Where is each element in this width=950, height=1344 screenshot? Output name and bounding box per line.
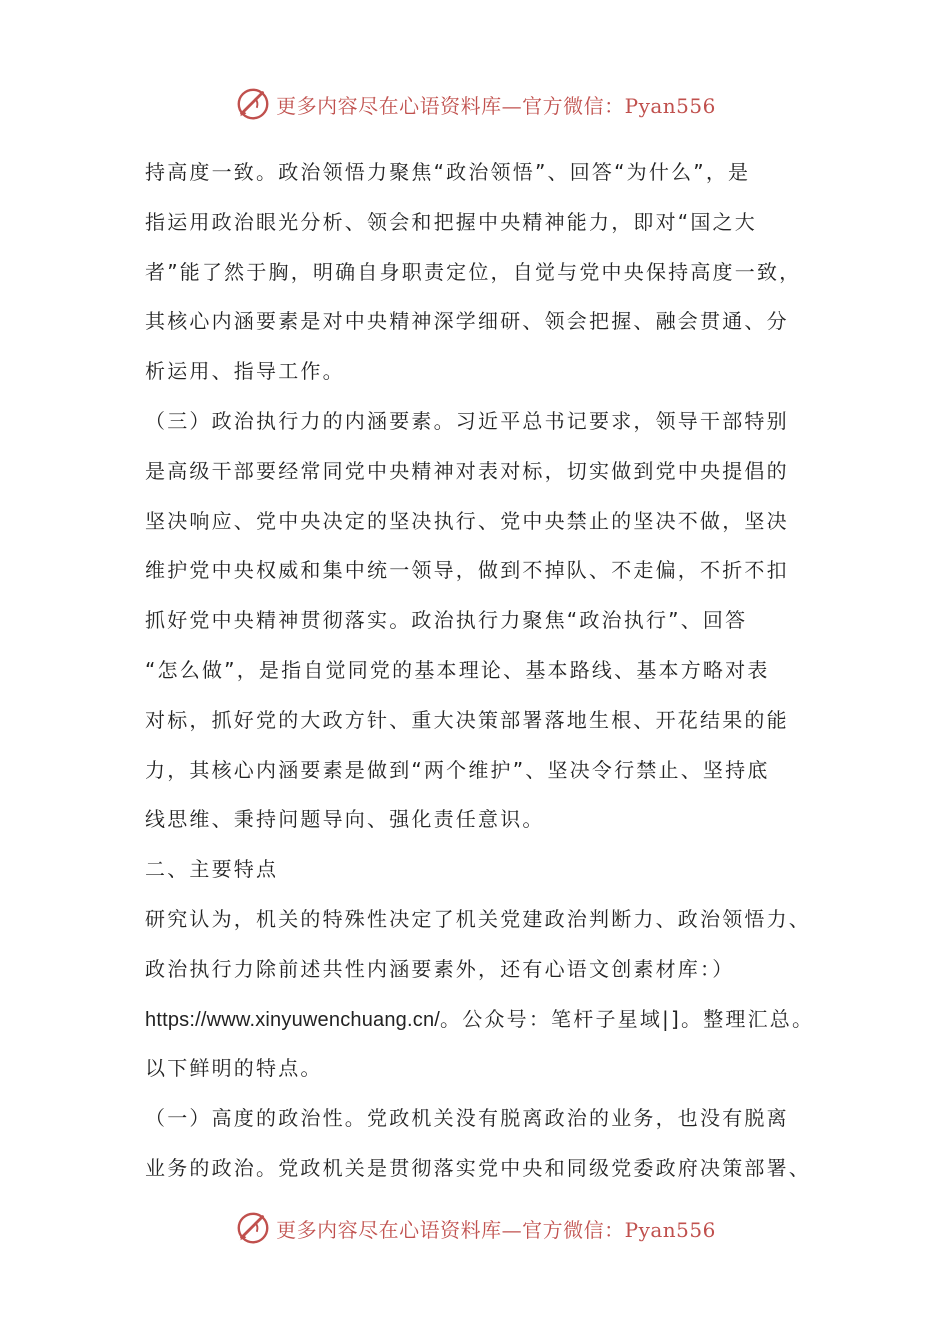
body-line: 持高度一致。政治领悟力聚焦“政治领悟”、回答“为什么”，是: [145, 160, 751, 184]
document-body: [145, 148, 825, 1194]
body-line: 线思维、秉持问题导向、强化责任意识。: [145, 807, 545, 832]
body-line: 力，其核心内涵要素是做到“两个维护”、坚决令行禁止、坚持底: [145, 757, 770, 782]
body-line: 政治执行力除前述共性内涵要素外，还有心语文创素材库：）: [145, 956, 735, 981]
footer-wechat-id: Pyan556: [624, 1217, 716, 1242]
footer-text: 更多内容尽在心语资料库—官方微信：: [276, 1217, 625, 1242]
body-line: 业务的政治。党政机关是贯彻落实党中央和同级党委政府决策部署、: [145, 1155, 811, 1180]
header-banner: [0, 84, 950, 124]
pen-logo-icon: [234, 1209, 272, 1247]
header-wechat-id: Pyan556: [624, 93, 716, 118]
body-line: 析运用、指导工作。: [145, 359, 345, 384]
body-line: 对标，抓好党的大政方针、重大决策部署落地生根、开花结果的能: [145, 707, 789, 732]
body-line: “怎么做”，是指自觉同党的基本理论、基本路线、基本方略对表: [145, 657, 770, 682]
section-heading-3: （三）政治执行力的内涵要素。习近平总书记要求，领导干部特别: [145, 408, 789, 433]
body-line: 维护党中央权威和集中统一领导，做到不掉队、不走偏，不折不扣: [145, 558, 789, 583]
pen-logo-icon: [234, 85, 272, 123]
body-line: 是高级干部要经常同党中央精神对表对标，切实做到党中央提倡的: [145, 458, 789, 483]
body-line: 抓好党中央精神贯彻落实。政治执行力聚焦“政治执行”、回答: [145, 608, 748, 633]
body-line: 研究认为，机关的特殊性决定了机关党建政治判断力、政治领悟力、: [145, 906, 811, 931]
body-line: 以下鲜明的特点。: [145, 1056, 323, 1081]
body-line: 者”能了然于胸，明确自身职责定位，自觉与党中央保持高度一致，: [145, 259, 802, 284]
body-line: 其核心内涵要素是对中央精神深学细研、领会把握、融会贯通、分: [145, 309, 789, 334]
body-line: 坚决响应、党中央决定的坚决执行、党中央禁止的坚决不做，坚决: [145, 508, 789, 533]
url-line-rest: 。公众号：笔杆子星域|]。整理汇总。: [440, 1006, 815, 1031]
footer-banner: [0, 1208, 950, 1248]
body-line: 指运用政治眼光分析、领会和把握中央精神能力，即对“国之大: [145, 209, 757, 234]
url-line: [145, 995, 825, 1045]
header-text: 更多内容尽在心语资料库—官方微信：: [276, 93, 625, 118]
website-link[interactable]: https://www.xinyuwenchuang.cn/: [145, 1008, 441, 1031]
section-heading-2: 二、主要特点: [145, 857, 279, 882]
section-heading-1: （一）高度的政治性。党政机关没有脱离政治的业务，也没有脱离: [145, 1106, 789, 1131]
